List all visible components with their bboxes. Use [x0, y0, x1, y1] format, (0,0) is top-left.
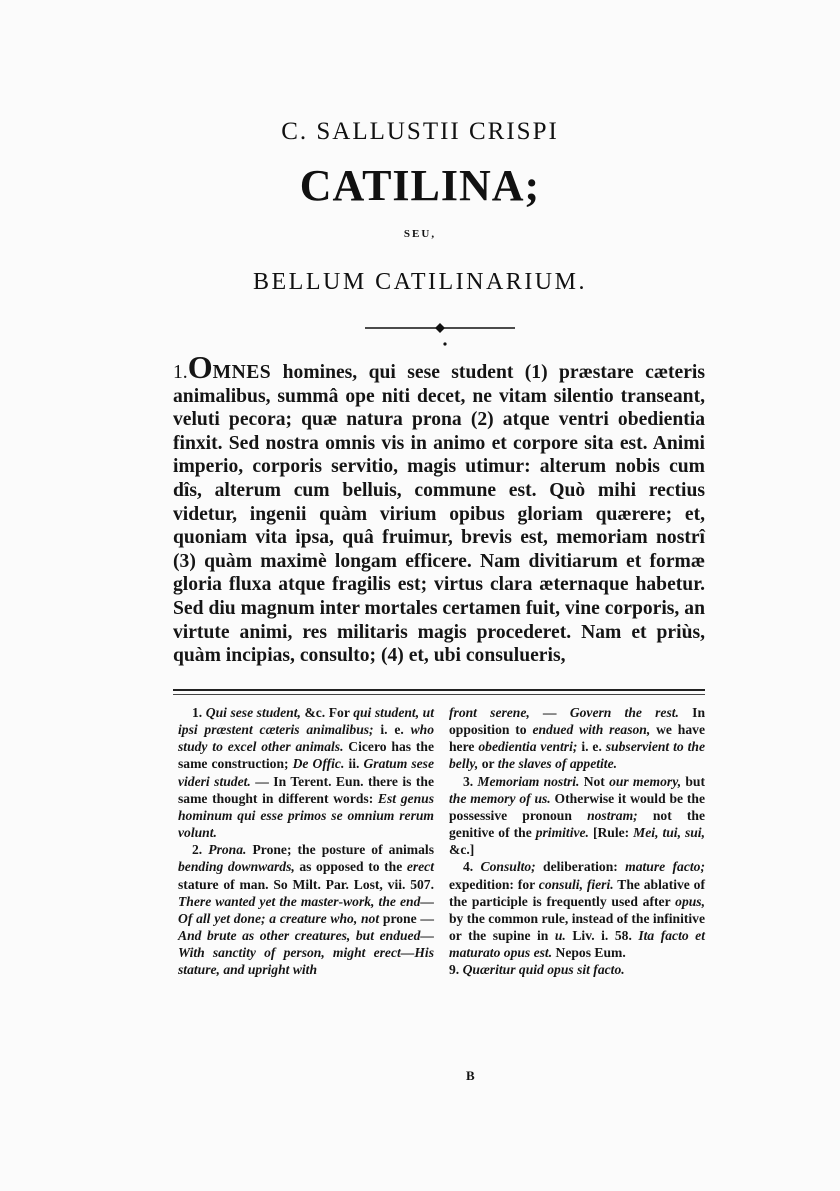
footnote-rule-thin [173, 694, 705, 695]
paragraph-number: 1. [173, 362, 188, 383]
footnote-2-continued: front serene, — Govern the rest. In opposition to endued with reason, we have here obedientia ventri; i. e. subservient to the belly, or the slaves of appetite. [449, 705, 705, 772]
drop-cap: O [187, 349, 213, 385]
seu-connector: SEU, [403, 228, 437, 240]
work-title: CATILINA; [299, 161, 541, 210]
footnotes-right-column [449, 704, 705, 979]
author-heading: C. SALLUSTII CRISPI [281, 118, 559, 145]
footnote-rule [173, 689, 705, 691]
footnote-3: 3. Memoriam nostri. Not our memory, but the memory of us. Otherwise it would be the possessive pronoun nostram; not the genitive of the primitive. [Rule: Mei, tui, sui, &c.] [449, 773, 705, 858]
work-subtitle: BELLUM CATILINARIUM. [253, 269, 587, 295]
footnote-4: 4. Consulto; deliberation: mature facto; expedition: for consuli, fieri. The ablative of the participle is frequently used after opus, by the common rule, instead of the infinitive or the supine in u. Liv. i. 58. Ita facto et maturato opus est. Nepos Eum. [449, 859, 706, 961]
smallcaps-word: MNES [212, 362, 272, 383]
main-paragraph: homines, qui sese student (1) præstare cæteris animalibus, summâ ope niti decet, ne vitam silentio transeant, veluti pecora; quæ natura prona (2) atque ventri obedientia finxit. Sed nostra omnis vis in animo et corpore sita est. Animi imperio, corporis servitio, magis utimur: alterum nobis cum dîs, alterum cum belluis, commune est. Quò mihi rectius videtur, ingenii quàm virium opibus gloriam quærere; et, quoniam vita ipsa, quâ fruimur, brevis est, memoriam nostrî (3) quàm maximè longam efficere. Nam divitiarum et formæ gloria fluxa atque fragilis est; virtus clara æternaque habetur. Sed diu magnum inter mortales certamen fuit, vine corporis, an virtute animi, res militaris magis procederet. Nam et priùs, quàm incipias, consulto; (4) et, ubi consulueris, [173, 362, 705, 667]
footnotes-left-column [178, 704, 434, 979]
footnote-9: 9. Quæritur quid opus sit facto. [449, 962, 625, 978]
footnote-1: 1. Qui sese student, &c. For qui student, ut ipsi præstent cæteris animalibus; i. e. who study to excel other animals. Cicero has the same construction; De Offic. ii. Gratum sese videri studet. — In Terent. Eun. there is the same thought in different words: Est genus hominum qui esse primos se omnium rerum volunt. [178, 705, 434, 841]
main-text [173, 349, 705, 668]
decorative-rule-ornament [360, 318, 520, 354]
footnote-2: 2. Prona. Prone; the posture of animals bending downwards, as opposed to the erect stature of man. So Milt. Par. Lost, vii. 507. There wanted yet the master-work, the end—Of all yet done; a creature who, not prone — And brute as other creatures, but endued—With sanctity of person, might erect—His stature, and upright with [178, 842, 434, 978]
signature-mark: B [466, 1068, 475, 1083]
